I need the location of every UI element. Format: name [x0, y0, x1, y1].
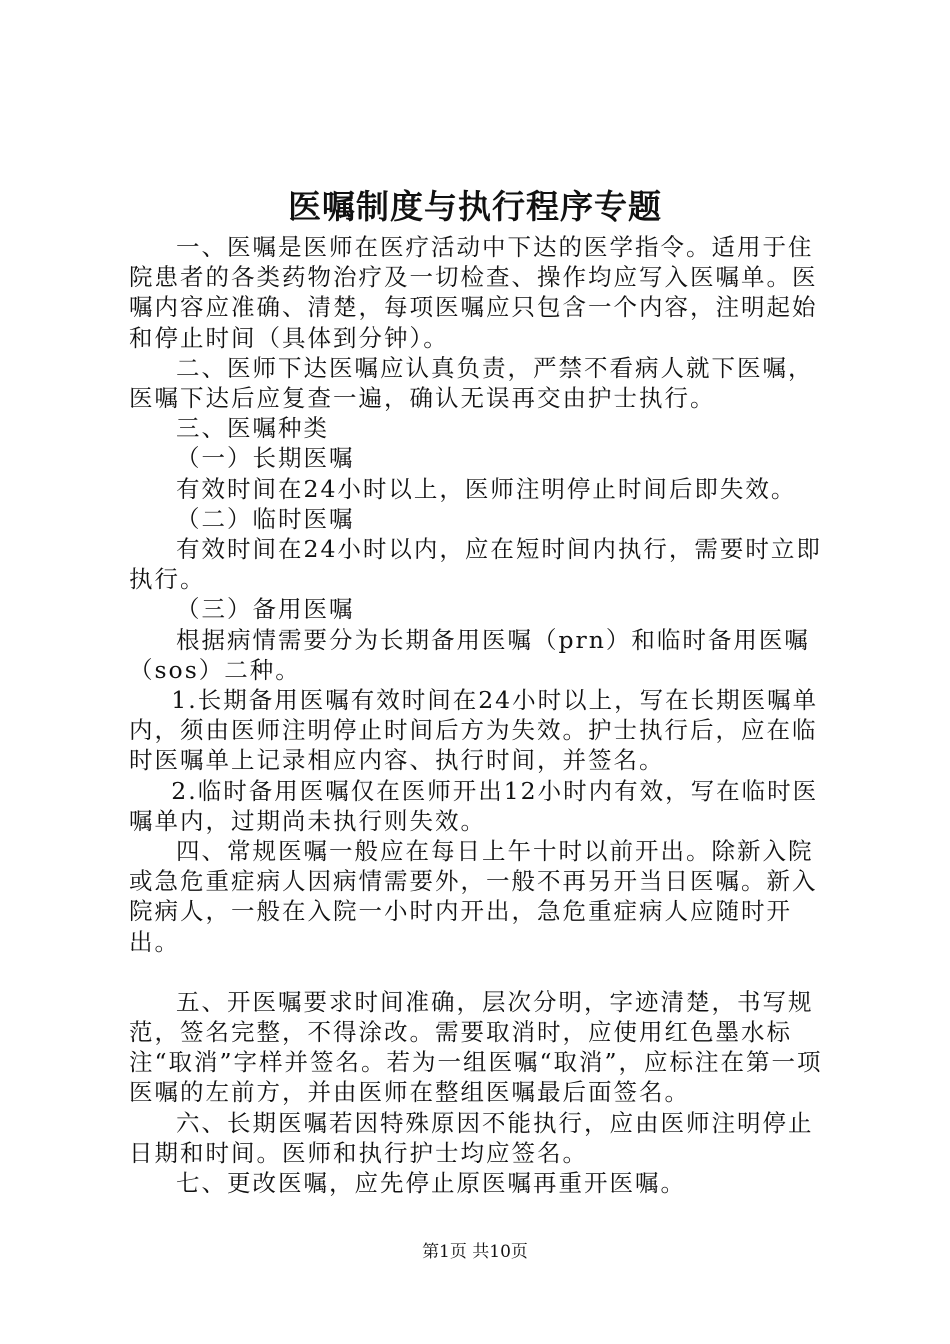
paragraph-2: 二、医师下达医嘱应认真负责，严禁不看病人就下医嘱，医嘱下达后应复查一遍，确认无误再交由护士执行。	[129, 353, 814, 413]
subheading-standby-order: （三）备用医嘱	[176, 595, 355, 624]
list-item-long-term-standby: 1.长期备用医嘱有效时间在24小时以上，写在长期医嘱单内，须由医师注明停止时间后方为失效。护士执行后，应在临时医嘱单上记录相应内容、执行时间，并签名。	[129, 686, 819, 775]
subheading-long-term-order: （一）长期医嘱	[176, 444, 355, 473]
paragraph-long-term-order: 有效时间在24小时以上，医师注明停止时间后即失效。	[176, 474, 797, 503]
document-title: 医嘱制度与执行程序专题	[288, 187, 662, 226]
document-body	[129, 232, 835, 1198]
paragraph-4: 四、常规医嘱一般应在每日上午十时以前开出。除新入院或急危重症病人因病情需要外，一般不再另开当日医嘱。新入院病人，一般在入院一小时内开出，急危重症病人应随时开出。	[129, 837, 818, 956]
list-item-temporary-standby: 2.临时备用医嘱仅在医师开出12小时内有效，写在临时医嘱单内，过期尚未执行则失效。	[129, 776, 819, 835]
paragraph-5: 五、开医嘱要求时间准确，层次分明，字迹清楚，书写规范，签名完整，不得涂改。需要取消时，应使用红色墨水标注“取消”字样并签名。若为一组医嘱“取消”，应标注在第一项医嘱的左前方，并由医师在整组医嘱最后面签名。	[129, 987, 823, 1107]
subheading-temporary-order: （二）临时医嘱	[176, 504, 355, 533]
paragraph-1: 一、医嘱是医师在医疗活动中下达的医学指令。适用于住院患者的各类药物治疗及一切检查、操作均应写入医嘱单。医嘱内容应准确、清楚，每项医嘱应只包含一个内容，注明起始和停止时间（具体到分钟）。	[129, 233, 818, 352]
paragraph-7: 七、更改医嘱，应先停止原医嘱再重开医嘱。	[176, 1169, 686, 1198]
paragraph-6: 六、长期医嘱若因特殊原因不能执行，应由医师注明停止日期和时间。医师和执行护士均应签名。	[129, 1108, 814, 1167]
paragraph-temporary-order: 有效时间在24小时以内，应在短时间内执行，需要时立即执行。	[129, 535, 822, 594]
section-heading-order-types: 三、医嘱种类	[176, 414, 329, 443]
paragraph-standby-order: 根据病情需要分为长期备用医嘱（prn）和临时备用医嘱（sos）二种。	[129, 625, 810, 684]
page-number-footer: 第1页 共10页	[422, 1242, 528, 1262]
